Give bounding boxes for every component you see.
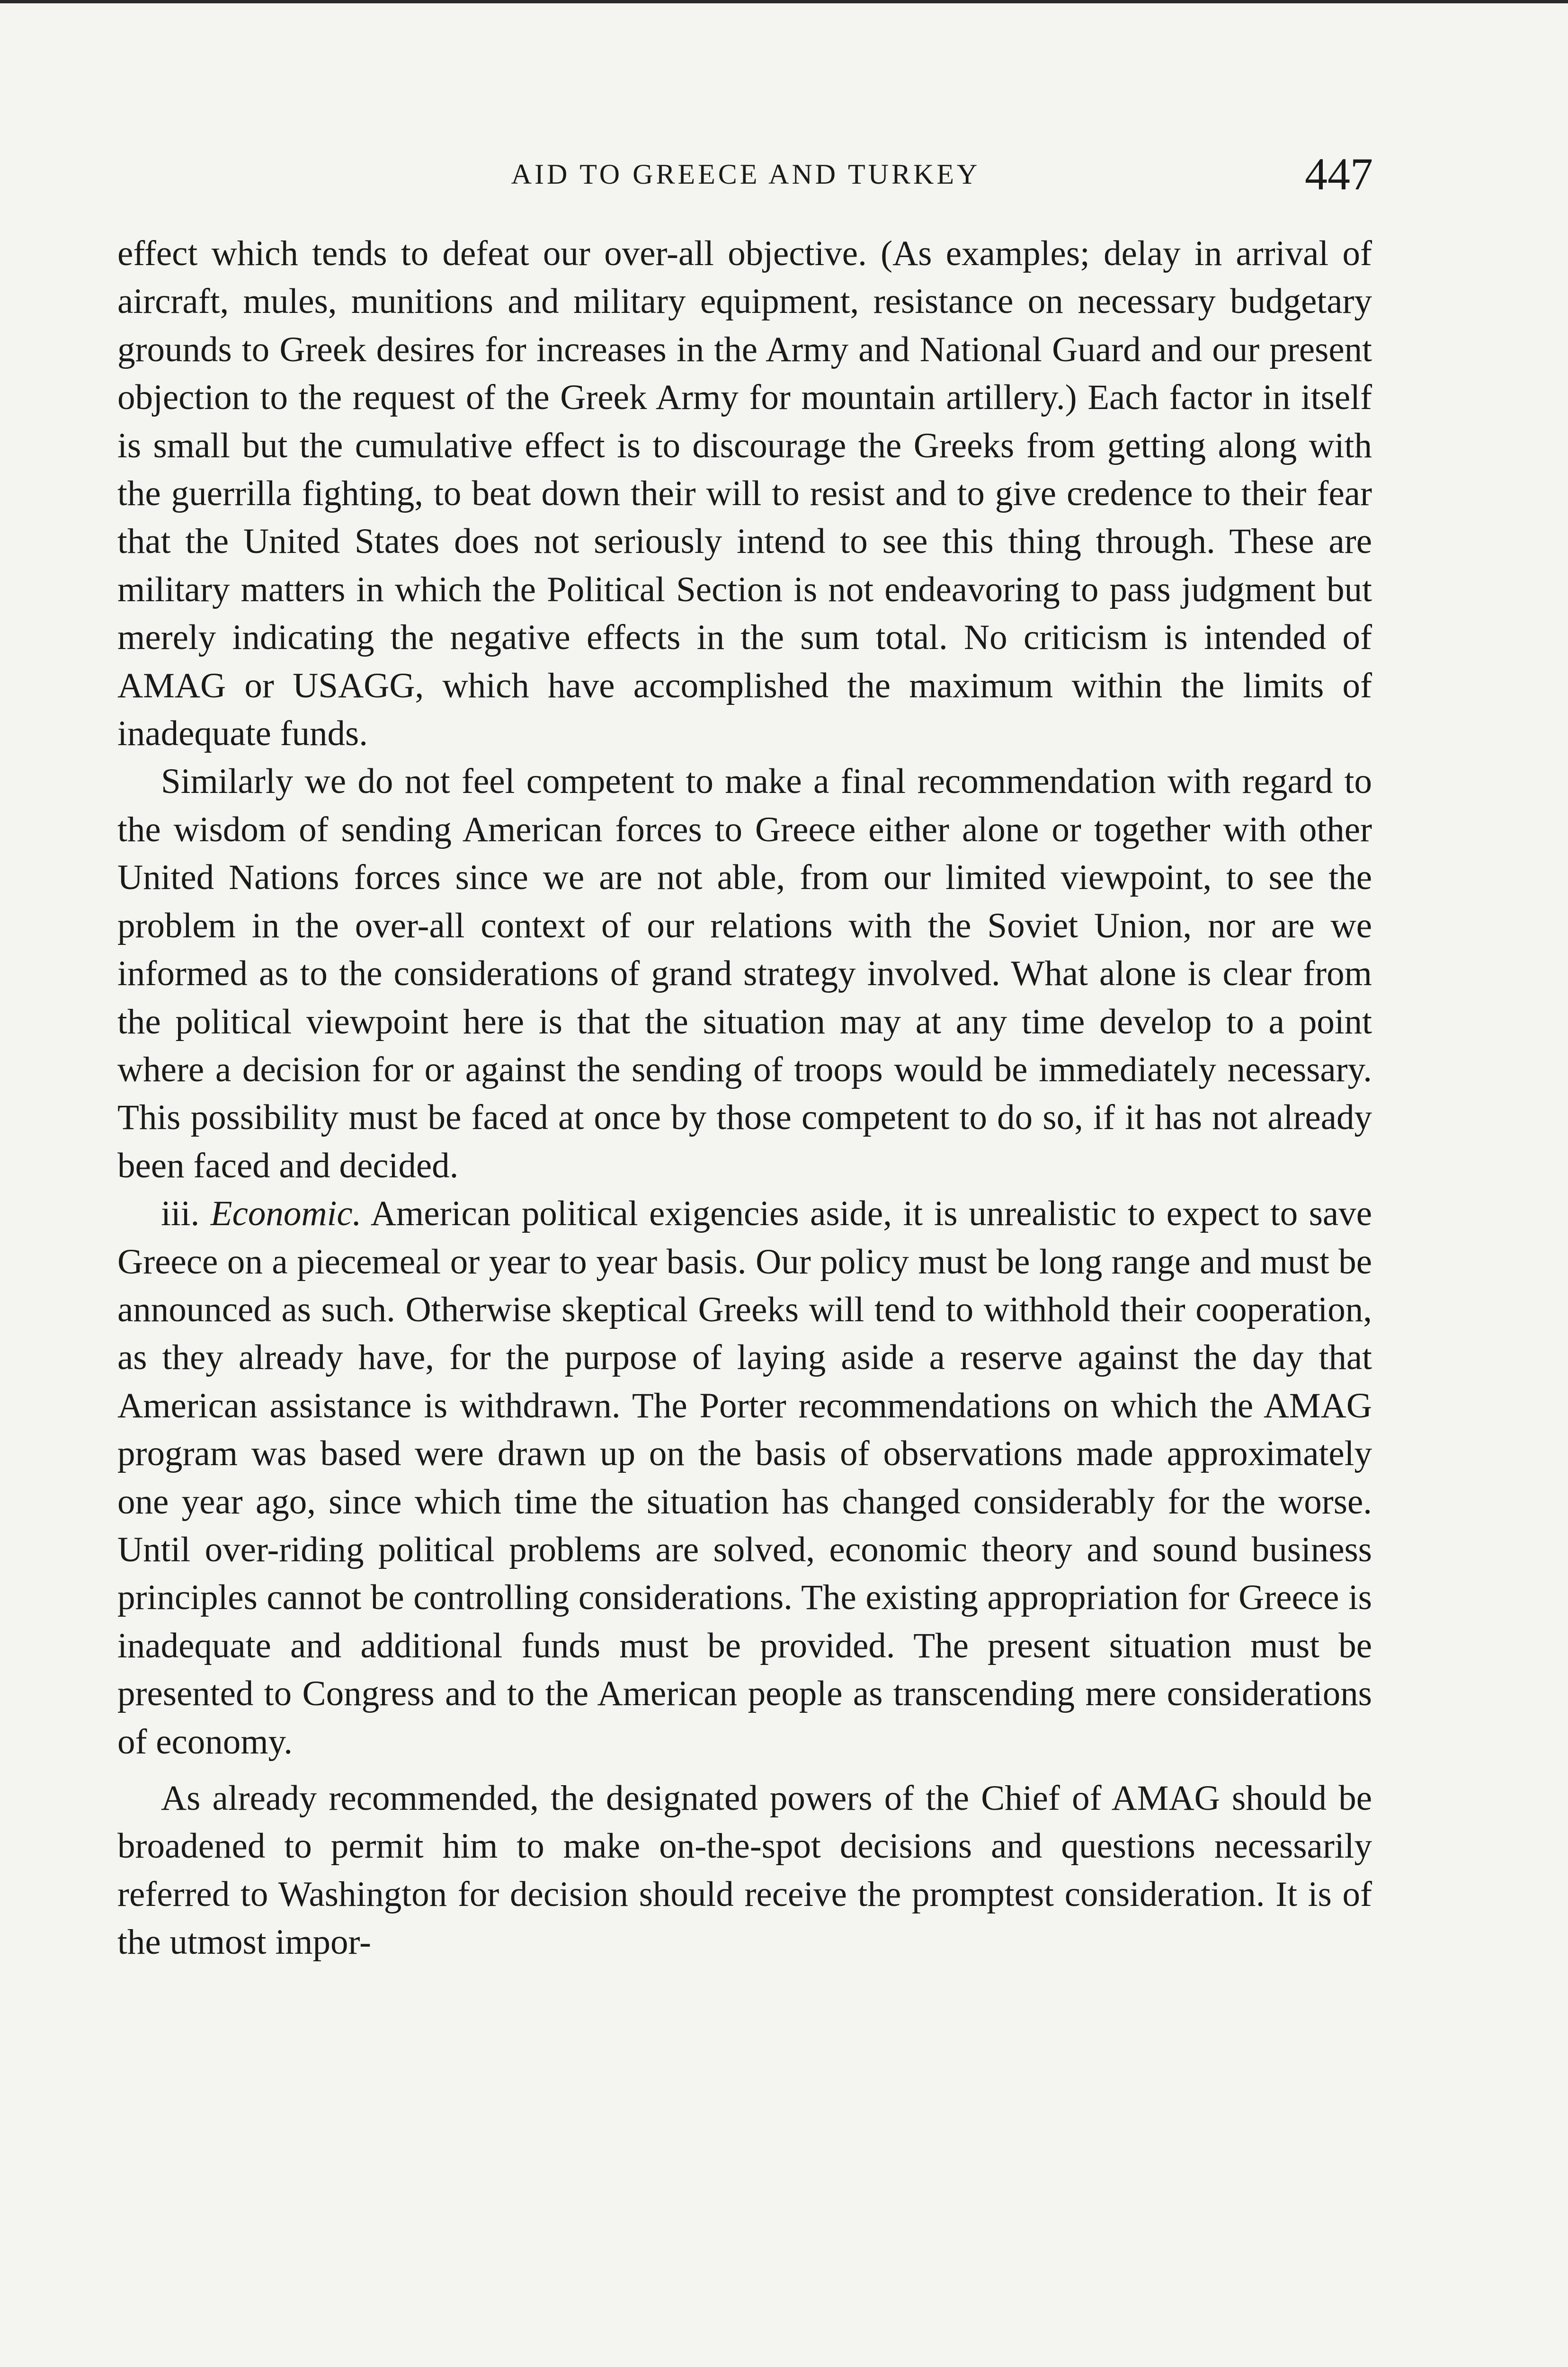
section-label-economic: Economic. (210, 1194, 362, 1234)
running-head: AID TO GREECE AND TURKEY (511, 159, 980, 190)
paragraph-3 (117, 1190, 1372, 1766)
page-header (118, 151, 1373, 203)
paragraph-3-text: American political exigencies aside, it is unrealistic to expect to save Greece on a piecemeal or year to year basis. Our policy must be long range and must be announced as such. Otherwise skeptical Greeks will tend to withhold their cooperation, as they already have, for the purpose of laying aside a reserve against the day that American assistance is withdrawn. The Porter recommendations on which the AMAG program was based were drawn up on the basis of observations made approximately one year ago, since which time the situation has changed considerably for the worse. Until over-riding political problems are solved, economic theory and sound business principles cannot be controlling considerations. The existing appropriation for Greece is inadequate and additional funds must be provided. The present situation must be presented to Congress and to the American people as transcending mere considerations of economy. (117, 1194, 1372, 1762)
paragraph-4: As already recommended, the designated powers of the Chief of AMAG should be broadened to permit him to make on-the-spot decisions and questions necessarily referred to Washington for decision should receive the promptest consideration. It is of the utmost impor- (117, 1779, 1372, 1962)
section-number: iii. (161, 1194, 200, 1234)
top-edge-rule (0, 0, 1568, 3)
body-text (117, 230, 1372, 1967)
paragraph-1: effect which tends to defeat our over-all objective. (As examples; delay in arrival of aircraft, mules, munitions and military equipment, resistance on necessary budgetary grounds to Greek desires for increases in the Army and National Guard and our present objection to the request of the Greek Army for mountain artillery.) Each factor in itself is small but the cumulative effect is to discourage the Greeks from getting along with the guerrilla fighting, to beat down their will to resist and to give credence to their fear that the United States does not seriously intend to see this thing through. These are military matters in which the Political Section is not endeavoring to pass judgment but merely indicating the negative effects in the sum total. No criticism is intended of AMAG or USAGG, which have accomplished the maximum within the limits of inadequate funds. (117, 234, 1372, 754)
paragraph-2: Similarly we do not feel competent to make a final recommendation with regard to the wisdom of sending American forces to Greece either alone or together with other United Nations forces since we are not able, from our limited viewpoint, to see the problem in the over-all context of our relations with the Soviet Union, nor are we informed as to the considerations of grand strategy involved. What alone is clear from the political viewpoint here is that the situation may at any time develop to a point where a decision for or against the sending of troops would be immediately necessary. This possibility must be faced at once by those competent to do so, if it has not already been faced and decided. (117, 762, 1372, 1185)
page-number: 447 (1305, 149, 1373, 199)
